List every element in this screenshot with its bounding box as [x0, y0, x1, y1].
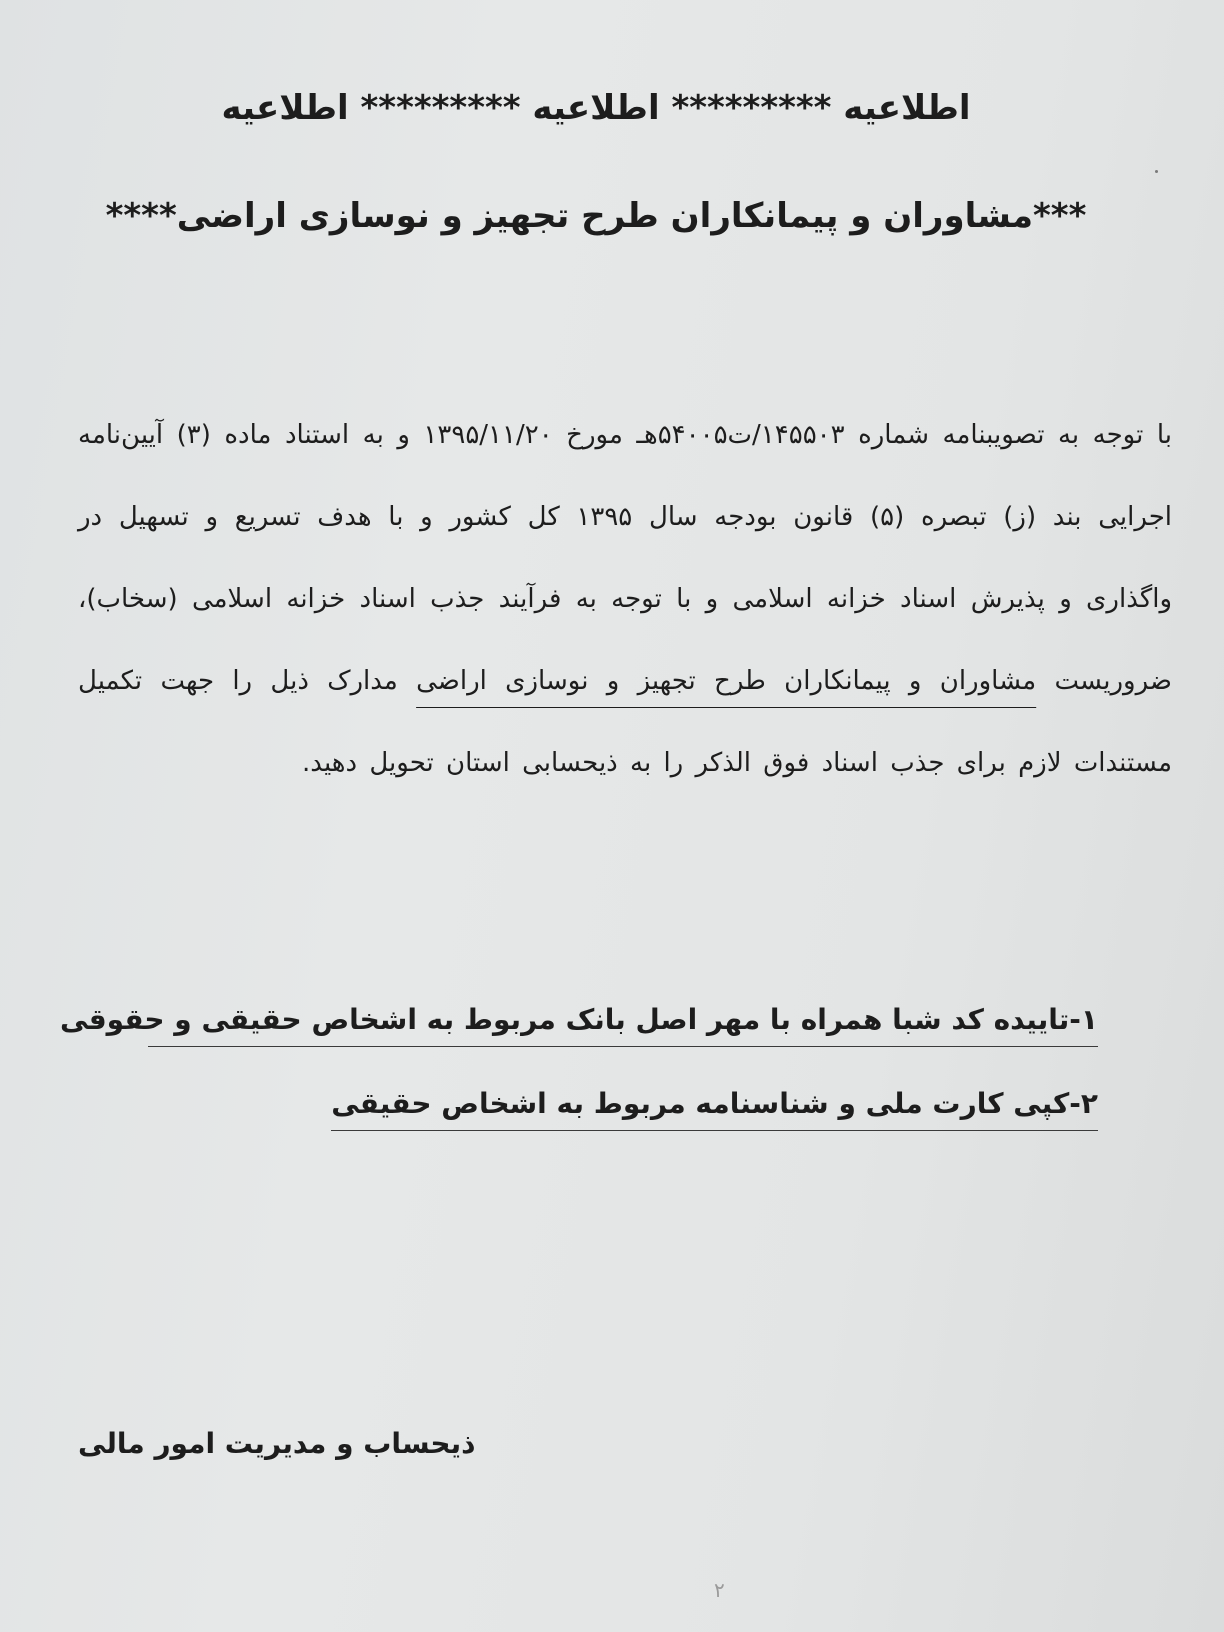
page-number: ۲	[714, 1578, 725, 1602]
notice-headline: اطلاعیه ********* اطلاعیه ********* اطلاعیه	[221, 88, 971, 128]
requirement-item-2: ۲-کپی کارت ملی و شناسنامه مربوط به اشخاص حقیقی	[331, 1082, 1098, 1131]
body-text-instruction: مدارک ذیل را جهت تکمیل مستندات لازم برای جذب اسناد فوق الذکر را به ذیحسابی استان تحویل دهید.	[78, 666, 1172, 778]
paper-speck	[1155, 170, 1158, 173]
notice-subject: ***مشاوران و پیمانکاران طرح تجهیز و نوسازی اراضی****	[105, 196, 1087, 236]
body-text-intro: با توجه به تصویبنامه شماره ۱۴۵۵۰۳/ت۵۴۰۰۵هـ مورخ ۱۳۹۵/۱۱/۲۰ و به استناد ماده (۳) آیین‌نامه اجرایی بند (ز) تبصره (۵) قانون بودجه سال ۱۳۹۵ کل کشور و با هدف تسریع و تسهیل در واگذاری و پذیرش اسناد خزانه اسلامی و با توجه به فرآیند جذب اسناد خزانه اسلامی (سخاب)، ضروریست	[78, 420, 1172, 696]
notice-body	[78, 394, 1172, 804]
requirement-item-1: ۱-تاییده کد شبا همراه با مهر اصل بانک مربوط به اشخاص حقیقی و حقوقی	[148, 998, 1098, 1047]
body-text-addressees: مشاوران و پیمانکاران طرح تجهیز و نوسازی اراضی	[416, 666, 1037, 696]
signature-line: ذیحساب و مدیریت امور مالی	[78, 1427, 476, 1460]
